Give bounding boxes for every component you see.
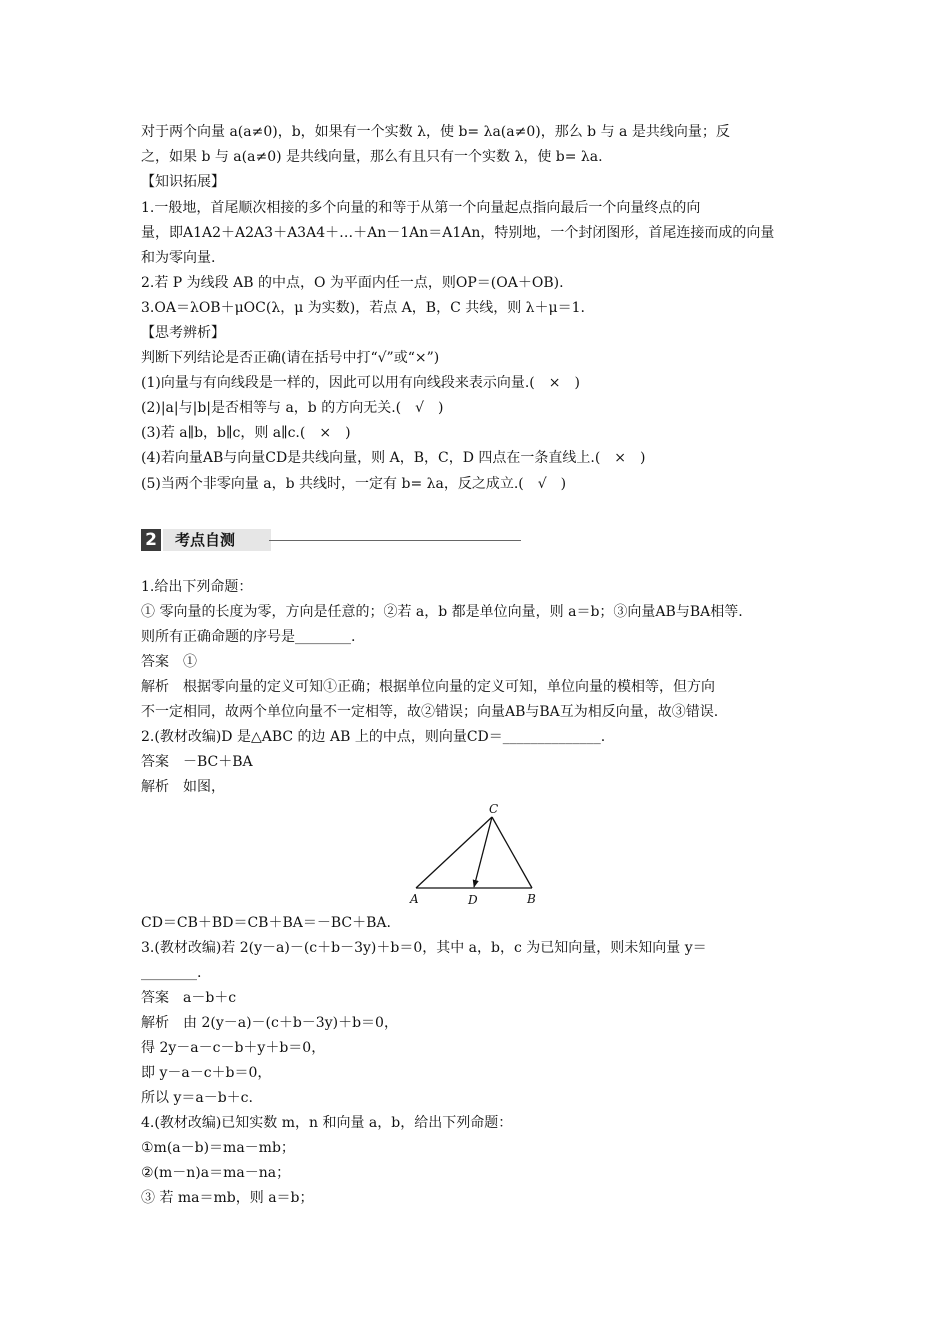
text-line: 解析 由 2(y－a)－(c＋b－3y)＋b＝0， bbox=[141, 1015, 398, 1031]
text-line: 即 y－a－c＋b＝0， bbox=[141, 1065, 272, 1081]
label-b: B bbox=[527, 892, 536, 906]
answer-line: 答案 －BC＋BA bbox=[141, 754, 253, 770]
text-line: (3)若 a∥b，b∥c，则 a∥c.( × ) bbox=[141, 425, 351, 441]
knowledge-extension-heading: 【知识拓展】 bbox=[141, 174, 225, 190]
text-line: ②(m－n)a＝ma－na； bbox=[141, 1165, 291, 1181]
text-line: 则所有正确命题的序号是________. bbox=[141, 629, 356, 645]
text-line: 得 2y－a－c－b＋y＋b＝0， bbox=[141, 1040, 326, 1056]
text-line: (2)|a|与|b|是否相等与 a，b 的方向无关.( √ ) bbox=[141, 400, 444, 416]
text-line: 判断下列结论是否正确(请在括号中打“√”或“×”) bbox=[141, 350, 440, 366]
vector-cd bbox=[474, 817, 492, 887]
text-line: (4)若向量AB与向量CD是共线向量，则 A，B，C，D 四点在一条直线上.( × ) bbox=[141, 450, 646, 466]
section-number: 2 bbox=[141, 529, 161, 551]
side-ac bbox=[416, 817, 492, 888]
section-divider bbox=[269, 540, 521, 541]
text-line: 1.给出下列命题： bbox=[141, 579, 253, 595]
text-line: 3.OA＝λOB＋μOC(λ，μ 为实数)，若点 A，B，C 共线，则 λ＋μ＝1. bbox=[141, 300, 586, 316]
triangle-figure bbox=[406, 800, 546, 912]
text-line: 之，如果 b 与 a(a≠0) 是共线向量，那么有且只有一个实数 λ，使 b= λa. bbox=[141, 149, 603, 165]
answer-line: 答案 a－b＋c bbox=[141, 990, 237, 1006]
text-line: ③ 若 ma＝mb，则 a＝b； bbox=[141, 1190, 314, 1206]
text-line: ① 零向量的长度为零，方向是任意的；②若 a，b 都是单位向量，则 a＝b；③向量AB与BA相等. bbox=[141, 604, 743, 620]
text-line: 解析 根据零向量的定义可知①正确；根据单位向量的定义可知，单位向量的模相等，但方向 bbox=[141, 679, 715, 695]
text-line: 所以 y＝a－b＋c. bbox=[141, 1090, 253, 1106]
text-line: 3.(教材改编)若 2(y－a)－(c＋b－3y)＋b＝0，其中 a，b，c 为已知向量，则未知向量 y＝ bbox=[141, 940, 707, 956]
text-line: 不一定相同，故两个单位向量不一定相等，故②错误；向量AB与BA互为相反向量，故③错误. bbox=[141, 704, 719, 720]
text-line: 4.(教材改编)已知实数 m，n 和向量 a，b，给出下列命题： bbox=[141, 1115, 513, 1131]
label-d: D bbox=[468, 893, 478, 907]
text-line: 对于两个向量 a(a≠0)，b，如果有一个实数 λ，使 b= λa(a≠0)，那么 b 与 a 是共线向量；反 bbox=[141, 124, 730, 140]
text-line: (1)向量与有向线段是一样的，因此可以用有向线段来表示向量.( × ) bbox=[141, 375, 580, 391]
reflection-heading: 【思考辨析】 bbox=[141, 325, 225, 341]
label-c: C bbox=[489, 802, 499, 816]
text-line: CD＝CB＋BD＝CB＋BA＝－BC＋BA. bbox=[141, 915, 391, 931]
section-header bbox=[141, 529, 531, 553]
text-line: 量，即A1A2＋A2A3＋A3A4＋…＋An－1An＝A1An，特别地，一个封闭图形，首尾连接而成的向量 bbox=[141, 225, 775, 241]
answer-line: 答案 ① bbox=[141, 654, 197, 670]
text-line: 2.(教材改编)D 是△ABC 的边 AB 上的中点，则向量CD＝______________. bbox=[141, 729, 606, 745]
text-line: ①m(a－b)＝ma－mb； bbox=[141, 1140, 295, 1156]
text-line: (5)当两个非零向量 a，b 共线时，一定有 b= λa，反之成立.( √ ) bbox=[141, 476, 567, 492]
text-line: 和为零向量. bbox=[141, 250, 216, 266]
label-a: A bbox=[410, 892, 419, 906]
side-cb bbox=[492, 817, 532, 888]
section-title: 考点自测 bbox=[163, 529, 271, 551]
text-line: 1.一般地，首尾顺次相接的多个向量的和等于从第一个向量起点指向最后一个向量终点的向 bbox=[141, 200, 701, 216]
text-line: 2.若 P 为线段 AB 的中点，O 为平面内任一点，则OP＝(OA＋OB). bbox=[141, 275, 564, 291]
text-line: ________. bbox=[141, 965, 202, 981]
text-line: 解析 如图， bbox=[141, 779, 225, 795]
